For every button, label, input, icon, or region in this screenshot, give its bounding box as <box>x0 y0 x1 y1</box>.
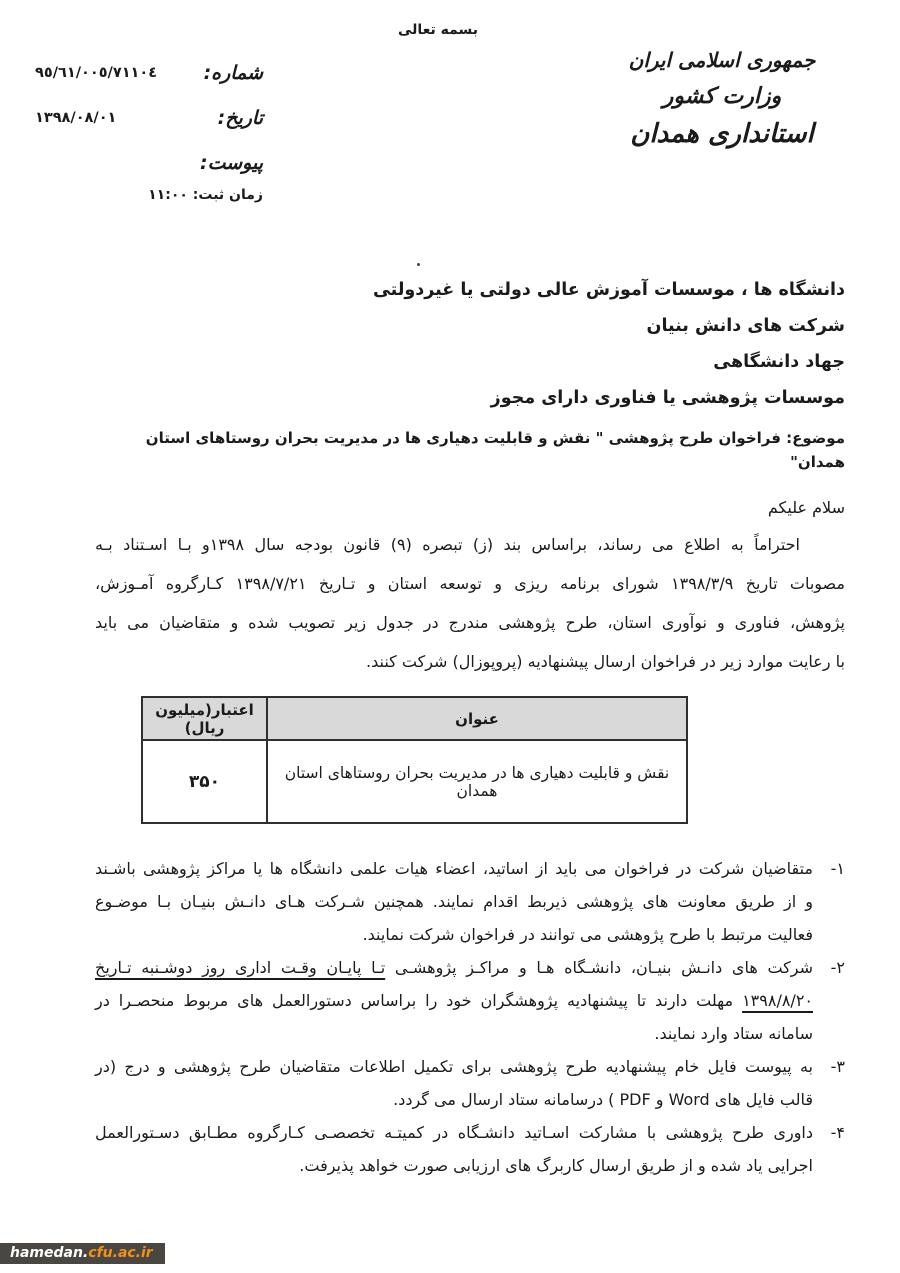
deadline-underlined-text: تـا پایـان وقـت اداری روز دوشـنبه تـاریخ <box>95 958 386 977</box>
item-line: اجرایی یاد شده و از طریق ارسال کاربرگ های ارزیابی صورت خواهد پذیرفت. <box>299 1156 813 1175</box>
table-cell-credit: ۳۵۰ <box>142 740 267 823</box>
budget-table <box>141 696 688 824</box>
letter-number-value: ٩٥/٦١/٠٠٥/٧١١٠٤ <box>35 64 158 81</box>
addressee-line: جهاد دانشگاهی <box>713 352 845 372</box>
paragraph-line: مصوبات تاریخ ۱۳۹۸/۳/۹ شورای برنامه ریزی و توسعه استان و تـاریخ ۱۳۹۸/۷/۲۱ کـارگروه آمـوزش، <box>95 574 845 593</box>
item-line: داوری طرح پژوهشی با مشارکت اسـاتید دانشـگاه در کمیتـه تخصصـی کـارگروه مطـابق دسـتورالعمل <box>95 1123 813 1142</box>
register-time-row <box>35 187 263 203</box>
subject-line: موضوع: فراخوان طرح پژوهشی " نقش و قابلیت دهیاری ها در مدیریت بحران روستاهای استان همدان" <box>145 429 845 471</box>
letter-number-label: شماره: <box>203 61 263 84</box>
item-body <box>95 1116 813 1182</box>
org-country-line: جمهوری اسلامی ایران <box>628 48 816 72</box>
org-ministry-line: وزارت کشور <box>662 84 782 109</box>
list-item-2 <box>95 951 845 1050</box>
item-body <box>95 852 813 951</box>
item-text-segment: شرکت های دانـش بنیـان، دانشـگاه هـا و مراکـز پژوهشـی <box>385 958 814 977</box>
table-header-credit: اعتبار(میلیون ریال) <box>142 697 267 740</box>
item-line: و از طریق معاونت های پژوهشی ذیربط اقدام نمایند. همچنین شـرکت هـای دانـش بنیـان بـا موضـوع <box>95 892 813 911</box>
website-watermark-badge <box>0 1243 165 1264</box>
item-number: ۱- <box>830 859 845 878</box>
website-prefix: hamedan. <box>10 1245 89 1261</box>
item-line: فعالیت مرتبط با طرح پژوهشی می توانند در فراخوان شرکت نمایند. <box>362 925 813 944</box>
org-governorate-line: استانداری همدان <box>630 119 814 149</box>
register-time-value: ١١:٠٠ <box>148 187 188 203</box>
table-row <box>142 740 687 823</box>
addressee-line: دانشگاه ها ، موسسات آموزش عالی دولتی یا غیردولتی <box>372 280 845 300</box>
item-line: سامانه ستاد وارد نمایند. <box>654 1024 813 1043</box>
intro-paragraph <box>95 525 845 681</box>
numbered-items <box>95 852 845 1182</box>
website-suffix: cfu.ac.ir <box>88 1245 153 1261</box>
item-text-segment: مهلت دارند تا پیشنهادیه پژوهشگران خود را براساس دستورالعمل های مربوط منحصـرا در <box>95 991 743 1010</box>
paragraph-line: با رعایت موارد زیر در فراخوان ارسال پیشنهادیه (پروپوزال) شرکت کنند. <box>366 652 845 671</box>
stray-dot-mark <box>417 263 420 266</box>
org-letterhead <box>602 48 842 149</box>
letter-number-row <box>35 50 263 95</box>
table-header-row <box>142 697 687 740</box>
table-cell-title: نقش و قابلیت دهیاری ها در مدیریت بحران روستاهای استان همدان <box>267 740 687 823</box>
table-header-title: عنوان <box>267 697 687 740</box>
paragraph-line: پژوهش، فناوری و نوآوری استان، طرح پژوهشی مندرج در جدول زیر تصویب شده و متقاضیان می باید <box>95 613 845 632</box>
list-item-3 <box>95 1050 845 1116</box>
deadline-date-underlined: ۱۳۹۸/۸/۲۰ <box>742 991 813 1010</box>
letter-date-label: تاریخ: <box>217 106 263 129</box>
letter-attachment-label: پیوست: <box>199 151 263 174</box>
letter-body <box>95 272 845 1182</box>
letter-date-value: ١٣٩٨/٠٨/٠١ <box>35 109 117 126</box>
item-line: به پیوست فایل خام پیشنهادیه طرح پژوهشی برای تکمیل اطلاعات متقاضیان طرح پژوهشی و درج (در <box>95 1057 813 1076</box>
item-line <box>95 951 813 984</box>
item-number: ۳- <box>830 1057 845 1076</box>
bismillah-header: بسمه تعالی <box>397 22 479 38</box>
letter-date-row <box>35 95 263 140</box>
paragraph-line: احتراماً به اطلاع می رساند، براساس بند (ز) تبصره (۹) قانون بودجه سال ۱۳۹۸و بـا اسـتناد بـه <box>95 535 800 554</box>
register-time-label: زمان ثبت: <box>192 187 263 203</box>
item-number: ۴- <box>830 1123 845 1142</box>
greeting-line: سلام علیکم <box>767 498 845 517</box>
addressee-list <box>95 272 845 416</box>
list-item-1 <box>95 852 845 951</box>
item-line <box>95 984 813 1017</box>
addressee-line: موسسات پژوهشی یا فناوری دارای مجوز <box>490 388 845 408</box>
item-number: ۲- <box>830 958 845 977</box>
item-body <box>95 951 813 1050</box>
item-body <box>95 1050 813 1116</box>
list-item-4 <box>95 1116 845 1182</box>
addressee-line: شرکت های دانش بنیان <box>646 316 845 336</box>
letter-attachment-row <box>35 140 263 185</box>
letter-meta <box>35 50 263 203</box>
item-line: متقاضیان شرکت در فراخوان می باید از اساتید، اعضاء هیات علمی دانشگاه ها یا مراکز پژوهشی باشـند <box>95 859 813 878</box>
item-line: قالب فایل های Word و PDF ) درسامانه ستاد ارسال می گردد. <box>393 1090 813 1109</box>
